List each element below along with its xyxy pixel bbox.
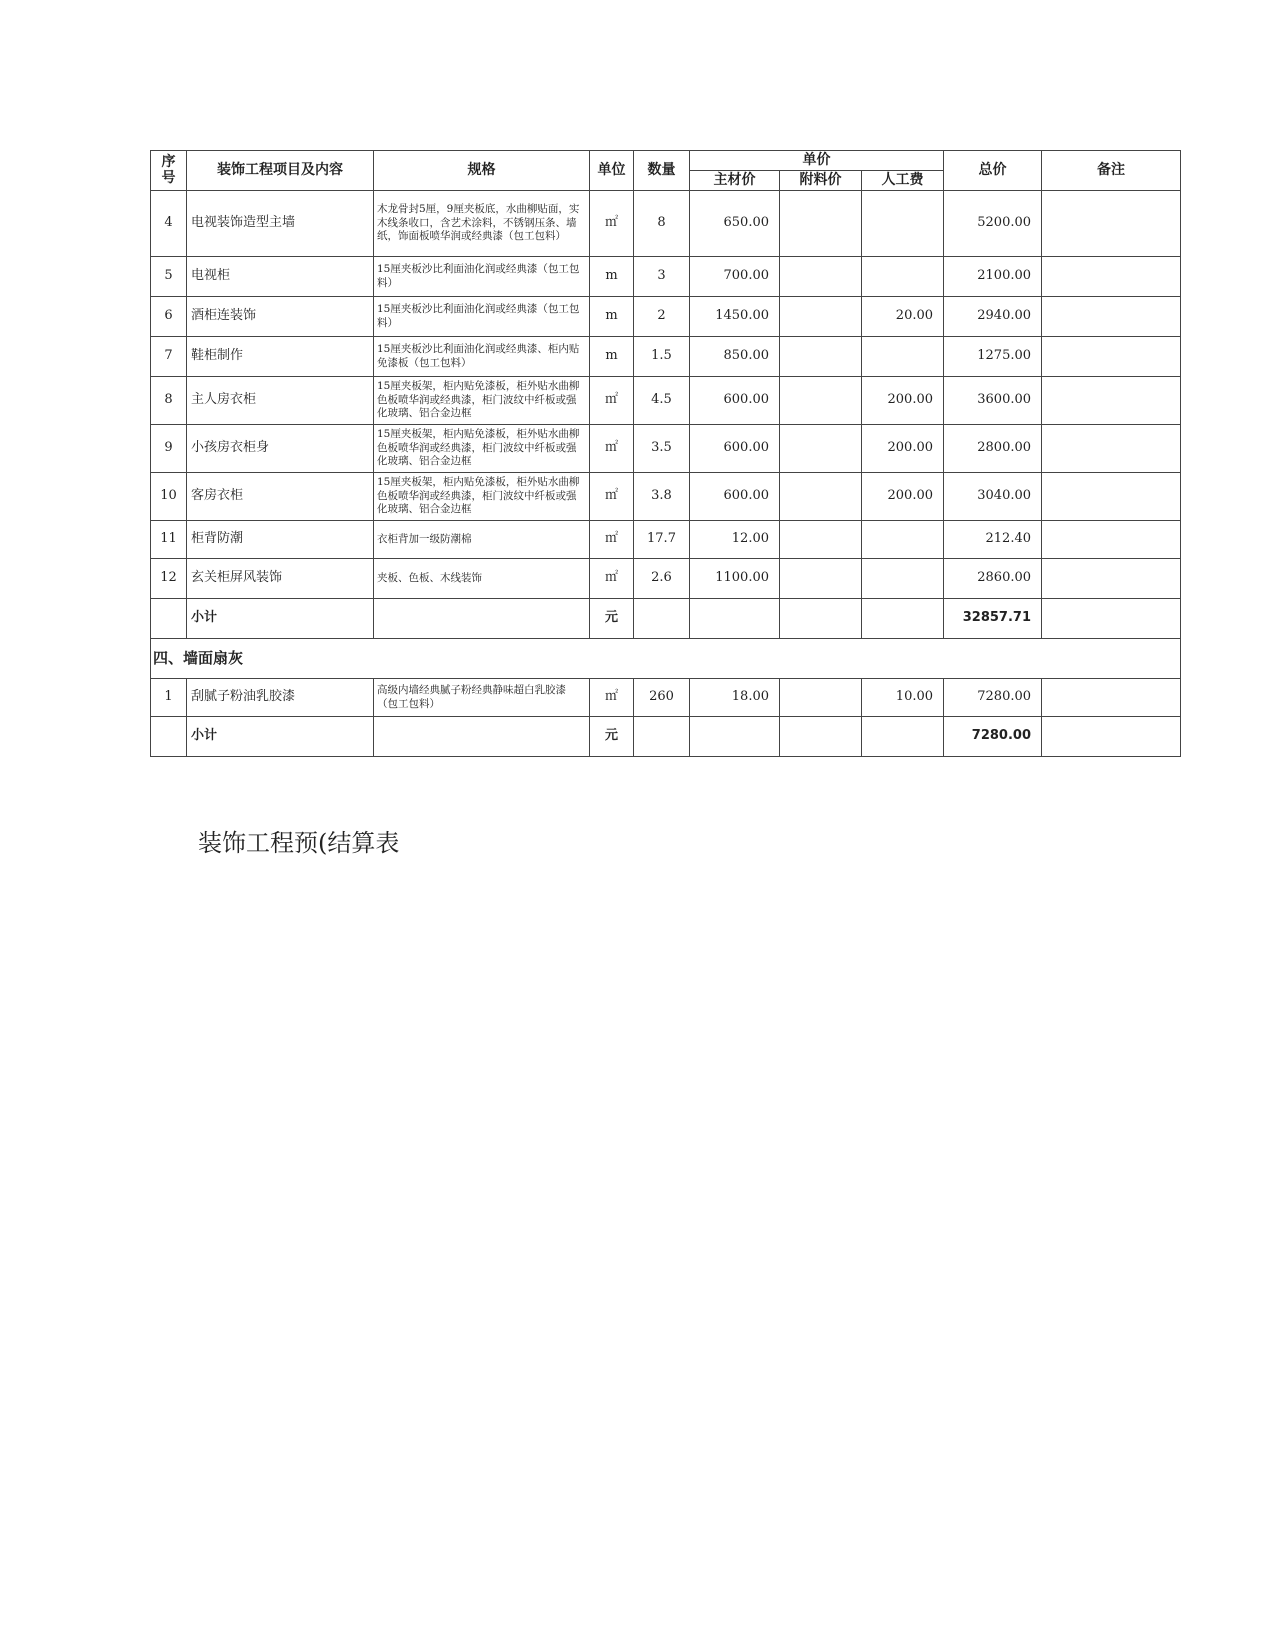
row-remark [1042, 337, 1181, 377]
row-auxiliary [780, 191, 862, 257]
row-qty: 3.8 [634, 473, 690, 521]
row-auxiliary [780, 377, 862, 425]
subtotal-material-cell [690, 599, 780, 639]
row-qty: 2.6 [634, 559, 690, 599]
row-auxiliary [780, 473, 862, 521]
table-row [151, 377, 1181, 425]
row-seq: 5 [151, 257, 187, 297]
row-material: 850.00 [690, 337, 780, 377]
row-remark [1042, 297, 1181, 337]
quotation-table [150, 150, 1181, 757]
row-spec: 15厘夹板沙比利面油化润或经典漆、柜内贴免漆板（包工包料） [374, 337, 590, 377]
row-auxiliary [780, 425, 862, 473]
subtotal-total: 32857.71 [944, 599, 1042, 639]
row-material: 1450.00 [690, 297, 780, 337]
row-material: 600.00 [690, 425, 780, 473]
row-item: 酒柜连装饰 [187, 297, 374, 337]
row-total: 3040.00 [944, 473, 1042, 521]
row-spec: 15厘夹板沙比利面油化润或经典漆（包工包料） [374, 257, 590, 297]
subtotal-unit: 元 [590, 717, 634, 757]
row-labor [862, 521, 944, 559]
row-qty: 2 [634, 297, 690, 337]
row-qty: 17.7 [634, 521, 690, 559]
row-item: 电视柜 [187, 257, 374, 297]
row-item: 柜背防潮 [187, 521, 374, 559]
row-seq: 1 [151, 679, 187, 717]
row-unit: ㎡ [590, 473, 634, 521]
subtotal-material-cell [690, 717, 780, 757]
row-material: 600.00 [690, 473, 780, 521]
table-row [151, 425, 1181, 473]
row-unit: ㎡ [590, 679, 634, 717]
row-item: 电视装饰造型主墙 [187, 191, 374, 257]
subtotal-spec-cell [374, 599, 590, 639]
row-labor [862, 257, 944, 297]
subtotal-label: 小计 [187, 599, 374, 639]
row-material: 700.00 [690, 257, 780, 297]
table-row [151, 257, 1181, 297]
row-spec: 15厘夹板架，柜内贴免漆板，柜外贴水曲柳色板喷华润或经典漆，柜门波纹中纤板或强化玻璃、铝合金边框 [374, 473, 590, 521]
row-qty: 1.5 [634, 337, 690, 377]
row-seq: 9 [151, 425, 187, 473]
row-labor [862, 559, 944, 599]
row-unit: m [590, 337, 634, 377]
header-item: 装饰工程项目及内容 [187, 151, 374, 191]
document-caption: 装饰工程预(结算表 [198, 829, 400, 857]
subtotal-label: 小计 [187, 717, 374, 757]
subtotal-qty-cell [634, 599, 690, 639]
table-row [151, 473, 1181, 521]
row-labor: 200.00 [862, 377, 944, 425]
table-row [151, 679, 1181, 717]
table-row [151, 297, 1181, 337]
header-auxiliary: 附料价 [780, 171, 862, 191]
header-total: 总价 [944, 151, 1042, 191]
subtotal-labor-cell [862, 599, 944, 639]
subtotal-total: 7280.00 [944, 717, 1042, 757]
row-total: 2860.00 [944, 559, 1042, 599]
row-qty: 260 [634, 679, 690, 717]
row-unit: ㎡ [590, 377, 634, 425]
row-qty: 3.5 [634, 425, 690, 473]
row-labor: 200.00 [862, 473, 944, 521]
row-unit: m [590, 297, 634, 337]
row-spec: 15厘夹板架，柜内贴免漆板，柜外贴水曲柳色板喷华润或经典漆，柜门波纹中纤板或强化玻璃、铝合金边框 [374, 377, 590, 425]
row-spec: 15厘夹板架，柜内贴免漆板，柜外贴水曲柳色板喷华润或经典漆，柜门波纹中纤板或强化玻璃、铝合金边框 [374, 425, 590, 473]
row-item: 刮腻子粉油乳胶漆 [187, 679, 374, 717]
header-material: 主材价 [690, 171, 780, 191]
row-qty: 3 [634, 257, 690, 297]
row-seq: 6 [151, 297, 187, 337]
row-qty: 8 [634, 191, 690, 257]
row-material: 1100.00 [690, 559, 780, 599]
subtotal-auxiliary-cell [780, 717, 862, 757]
row-auxiliary [780, 521, 862, 559]
row-seq: 4 [151, 191, 187, 257]
row-qty: 4.5 [634, 377, 690, 425]
row-labor: 10.00 [862, 679, 944, 717]
subtotal-row [151, 717, 1181, 757]
row-total: 7280.00 [944, 679, 1042, 717]
row-unit: ㎡ [590, 191, 634, 257]
row-unit: ㎡ [590, 425, 634, 473]
row-total: 2940.00 [944, 297, 1042, 337]
header-unit: 单位 [590, 151, 634, 191]
row-remark [1042, 257, 1181, 297]
row-remark [1042, 377, 1181, 425]
subtotal-unit: 元 [590, 599, 634, 639]
row-seq: 7 [151, 337, 187, 377]
table-row [151, 337, 1181, 377]
row-material: 600.00 [690, 377, 780, 425]
row-remark [1042, 679, 1181, 717]
table-row [151, 559, 1181, 599]
subtotal-row [151, 599, 1181, 639]
row-total: 2100.00 [944, 257, 1042, 297]
row-material: 18.00 [690, 679, 780, 717]
row-auxiliary [780, 297, 862, 337]
row-material: 650.00 [690, 191, 780, 257]
row-labor [862, 191, 944, 257]
row-auxiliary [780, 257, 862, 297]
row-total: 2800.00 [944, 425, 1042, 473]
row-item: 鞋柜制作 [187, 337, 374, 377]
row-unit: ㎡ [590, 559, 634, 599]
row-total: 1275.00 [944, 337, 1042, 377]
row-labor [862, 337, 944, 377]
row-spec: 高级内墙经典腻子粉经典静味超白乳胶漆（包工包料） [374, 679, 590, 717]
subtotal-labor-cell [862, 717, 944, 757]
row-spec: 夹板、色板、木线装饰 [374, 559, 590, 599]
row-item: 玄关柜屏风装饰 [187, 559, 374, 599]
subtotal-seq-cell [151, 717, 187, 757]
row-item: 客房衣柜 [187, 473, 374, 521]
row-seq: 12 [151, 559, 187, 599]
subtotal-spec-cell [374, 717, 590, 757]
table-row [151, 521, 1181, 559]
subtotal-remark-cell [1042, 599, 1181, 639]
subtotal-remark-cell [1042, 717, 1181, 757]
subtotal-seq-cell [151, 599, 187, 639]
row-material: 12.00 [690, 521, 780, 559]
row-spec: 衣柜背加一级防潮棉 [374, 521, 590, 559]
row-spec: 15厘夹板沙比利面油化润或经典漆（包工包料） [374, 297, 590, 337]
row-remark [1042, 559, 1181, 599]
row-unit: ㎡ [590, 521, 634, 559]
row-item: 主人房衣柜 [187, 377, 374, 425]
row-remark [1042, 473, 1181, 521]
subtotal-auxiliary-cell [780, 599, 862, 639]
row-seq: 8 [151, 377, 187, 425]
row-labor: 20.00 [862, 297, 944, 337]
header-unit-price: 单价 [690, 151, 944, 171]
row-labor: 200.00 [862, 425, 944, 473]
header-spec: 规格 [374, 151, 590, 191]
row-total: 212.40 [944, 521, 1042, 559]
section-title: 四、墙面扇灰 [151, 639, 1181, 679]
row-item: 小孩房衣柜身 [187, 425, 374, 473]
row-total: 5200.00 [944, 191, 1042, 257]
header-seq: 序号 [151, 151, 187, 191]
row-auxiliary [780, 679, 862, 717]
row-remark [1042, 521, 1181, 559]
section-header-row [151, 639, 1181, 679]
table-header-row [151, 151, 1181, 171]
row-spec: 木龙骨封5厘，9厘夹板底，水曲柳贴面，实木线条收口，含艺术涂料，不锈钢压条、墙纸，饰面板喷华润或经典漆（包工包料） [374, 191, 590, 257]
row-unit: m [590, 257, 634, 297]
row-seq: 10 [151, 473, 187, 521]
row-auxiliary [780, 337, 862, 377]
row-seq: 11 [151, 521, 187, 559]
row-remark [1042, 191, 1181, 257]
header-qty: 数量 [634, 151, 690, 191]
header-remark: 备注 [1042, 151, 1181, 191]
table-row [151, 191, 1181, 257]
row-total: 3600.00 [944, 377, 1042, 425]
row-auxiliary [780, 559, 862, 599]
subtotal-qty-cell [634, 717, 690, 757]
row-remark [1042, 425, 1181, 473]
header-labor: 人工费 [862, 171, 944, 191]
